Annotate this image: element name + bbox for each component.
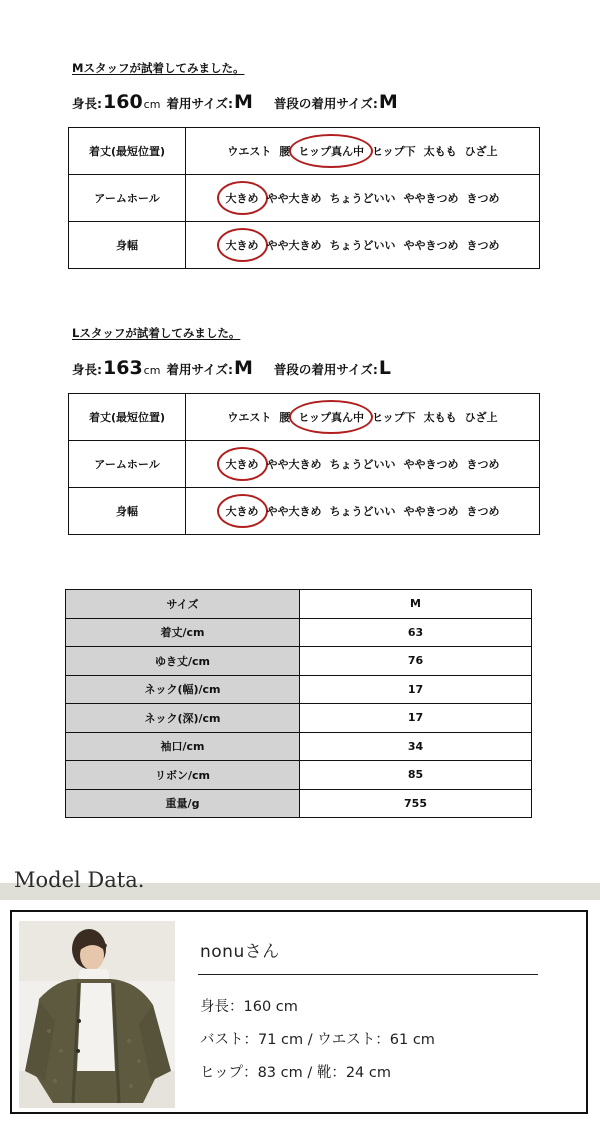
table-row [69,175,540,222]
table-row [66,647,532,676]
model-stat-bust-waist: バスト：71 cm / ウエスト：61 cm [200,1032,435,1048]
fit-row-options [186,128,540,175]
fit-option: ヒップ下 [372,145,416,158]
size-header-value: M [300,590,532,619]
table-row [66,761,532,790]
fit-option: ヒップ下 [372,411,416,424]
height-value: 160 [103,91,143,113]
height-value: 163 [103,357,143,379]
fit-row-options [186,488,540,535]
size-table [65,589,532,818]
fit-row-options [186,222,540,269]
table-row [66,618,532,647]
worn-size-label: 着用サイズ: [166,96,233,111]
size-row-value: 755 [300,789,532,818]
usual-size-value: M [378,91,398,113]
fit-option-selected: 大きめ [226,188,259,208]
fit-option: きつめ [466,192,500,205]
worn-size-label: 着用サイズ: [166,362,233,377]
fit-option-selected: 大きめ [226,235,259,255]
size-table-header [66,590,532,619]
table-row [69,488,540,535]
staff-m-summary [72,91,399,113]
fit-option: きつめ [466,458,500,471]
fit-option: ややきつめ [403,192,459,205]
fit-option: やや大きめ [266,458,322,471]
worn-size-value: M [233,91,253,113]
fit-row-label: 着丈(最短位置) [69,128,186,175]
size-row-label: ネック(幅)/cm [66,675,300,704]
usual-size-value: L [378,357,391,379]
fit-option: ちょうどいい [329,505,396,518]
size-row-label: ゆき丈/cm [66,647,300,676]
fit-option: ちょうどいい [329,458,396,471]
model-stat-height: 身長：160 cm [200,999,298,1015]
height-unit: cm [143,364,161,377]
model-photo [19,921,175,1108]
fit-option: ひざ上 [464,411,498,424]
fit-option: ウエスト [227,411,272,424]
size-row-label: 着丈/cm [66,618,300,647]
fit-option: 太もも [423,145,457,158]
size-row-value: 76 [300,647,532,676]
fit-option: ちょうどいい [329,192,396,205]
size-row-value: 34 [300,732,532,761]
fit-option: 太もも [423,411,457,424]
fit-option: ちょうどいい [329,239,396,252]
fit-row-options [186,441,540,488]
size-row-value: 17 [300,675,532,704]
size-header-label: サイズ [66,590,300,619]
fit-row-label: 身幅 [69,222,186,269]
staff-m-heading: Mスタッフが試着してみました。 [72,61,245,75]
fit-row-label: 身幅 [69,488,186,535]
table-row [69,394,540,441]
table-row [69,222,540,269]
size-row-value: 85 [300,761,532,790]
fit-row-options [186,394,540,441]
table-row [66,704,532,733]
fit-option: ややきつめ [403,505,459,518]
height-label: 身長: [72,362,102,377]
fit-option: やや大きめ [266,192,322,205]
size-row-value: 63 [300,618,532,647]
size-row-label: 袖口/cm [66,732,300,761]
fit-row-label: 着丈(最短位置) [69,394,186,441]
model-name: nonuさん [200,942,280,962]
size-row-label: ネック(深)/cm [66,704,300,733]
fit-option: ひざ上 [464,145,498,158]
fit-row-label: アームホール [69,175,186,222]
table-row [66,789,532,818]
staff-m-fit-table [68,127,540,269]
fit-option: ややきつめ [403,239,459,252]
fit-option-selected: 大きめ [226,454,259,474]
staff-l-fit-table [68,393,540,535]
fit-row-label: アームホール [69,441,186,488]
fit-option: きつめ [466,239,500,252]
fit-option: 腰 [279,145,291,158]
table-row [66,732,532,761]
size-row-value: 17 [300,704,532,733]
fit-option: やや大きめ [266,239,322,252]
height-unit: cm [143,98,161,111]
model-divider [198,974,538,975]
fit-option: やや大きめ [266,505,322,518]
usual-size-label: 普段の着用サイズ: [273,362,378,377]
fit-option: ややきつめ [403,458,459,471]
size-row-label: 重量/g [66,789,300,818]
staff-l-summary [72,357,392,379]
fit-option: 腰 [279,411,291,424]
table-row [69,128,540,175]
fit-option-selected: 大きめ [226,501,259,521]
size-row-label: リボン/cm [66,761,300,790]
staff-l-heading: Lスタッフが試着してみました。 [72,326,241,340]
model-stat-hip-shoe: ヒップ：83 cm / 靴：24 cm [200,1065,391,1081]
fit-option: きつめ [466,505,500,518]
fit-option-selected: ヒップ真ん中 [298,407,364,427]
fit-option: ウエスト [227,145,272,158]
fit-row-options [186,175,540,222]
model-photo-illustration [19,921,175,1108]
worn-size-value: M [233,357,253,379]
fit-option-selected: ヒップ真ん中 [298,141,364,161]
model-section-title: Model Data. [14,868,145,892]
table-row [66,675,532,704]
table-row [69,441,540,488]
usual-size-label: 普段の着用サイズ: [273,96,378,111]
height-label: 身長: [72,96,102,111]
